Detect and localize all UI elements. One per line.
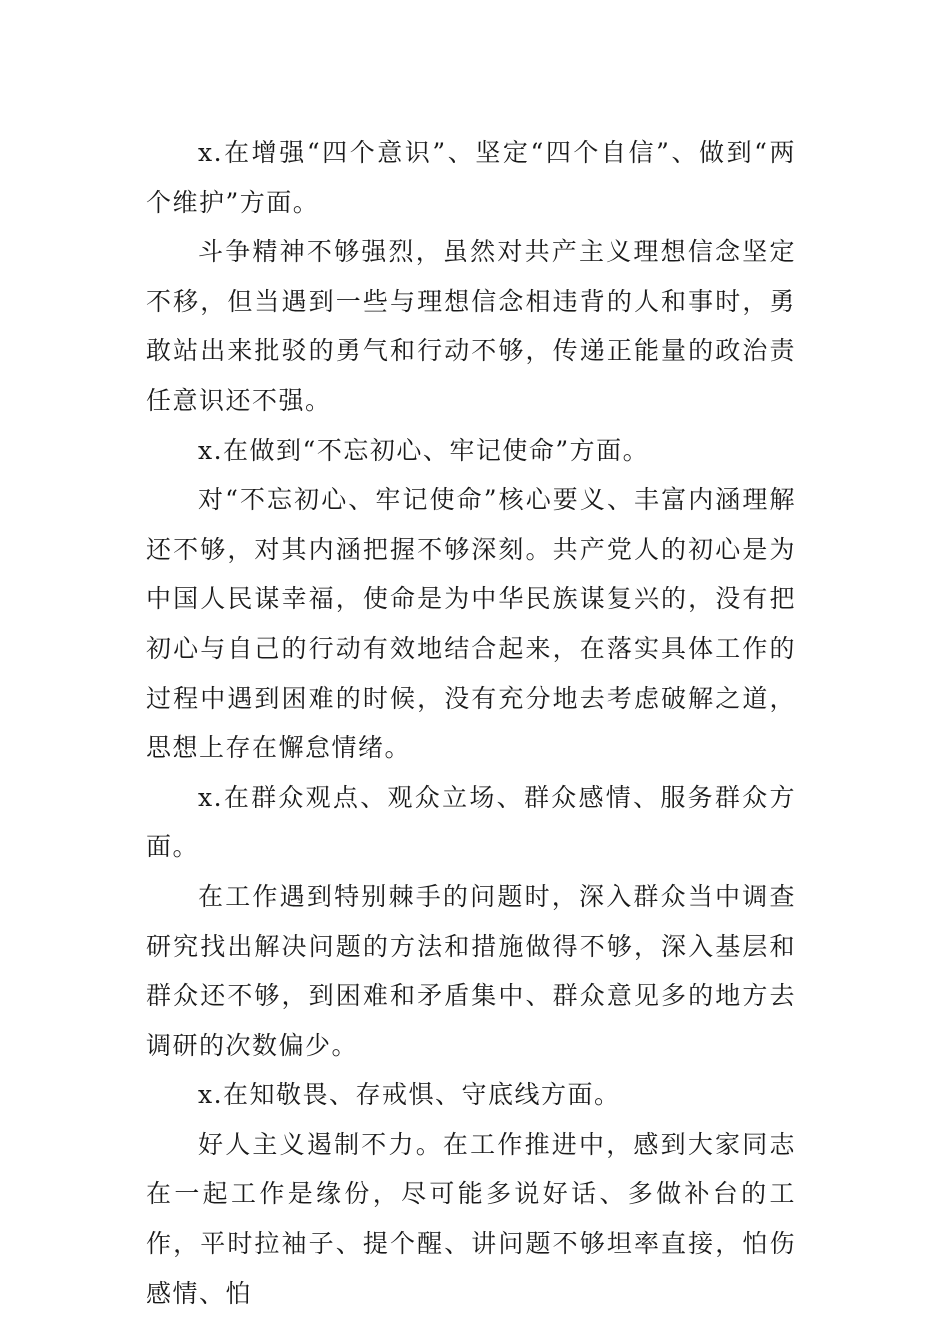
section-heading: x.在做到“不忘初心、牢记使命”方面。 <box>198 435 650 465</box>
section-heading: x.在增强“四个意识”、坚定“四个自信”、做到“两个维护”方面。 <box>146 138 796 217</box>
body-paragraph: 在工作遇到特别棘手的问题时，深入群众当中调查研究找出解决问题的方法和措施做得不够，深入基层和群众还不够，到困难和矛盾集中、群众意见多的地方去调研的次数偏少。 <box>146 881 796 1060</box>
section-heading: x.在群众观点、观众立场、群众感情、服务群众方面。 <box>146 782 796 862</box>
body-paragraph: 对“不忘初心、牢记使命”核心要义、丰富内涵理解还不够，对其内涵把握不够深刻。共产党人的初心是为中国人民谋幸福，使命是为中华民族谋复兴的，没有把初心与自己的行动有效地结合起来，在落实具体工作的过程中遇到困难的时候，没有充分地去考虑破解之道，思想上存在懈怠情绪。 <box>146 485 796 763</box>
body-paragraph: 斗争精神不够强烈，虽然对共产主义理想信念坚定不移，但当遇到一些与理想信念相违背的人和事时，勇敢站出来批驳的勇气和行动不够，传递正能量的政治责任意识还不强。 <box>146 237 796 415</box>
body-paragraph: 好人主义遏制不力。在工作推进中，感到大家同志在一起工作是缘份，尽可能多说好话、多做补台的工作，平时拉袖子、提个醒、讲问题不够坦率直接，怕伤感情、怕 <box>146 1129 796 1308</box>
document-body <box>146 128 796 1318</box>
section-heading: x.在知敬畏、存戒惧、守底线方面。 <box>198 1080 621 1110</box>
